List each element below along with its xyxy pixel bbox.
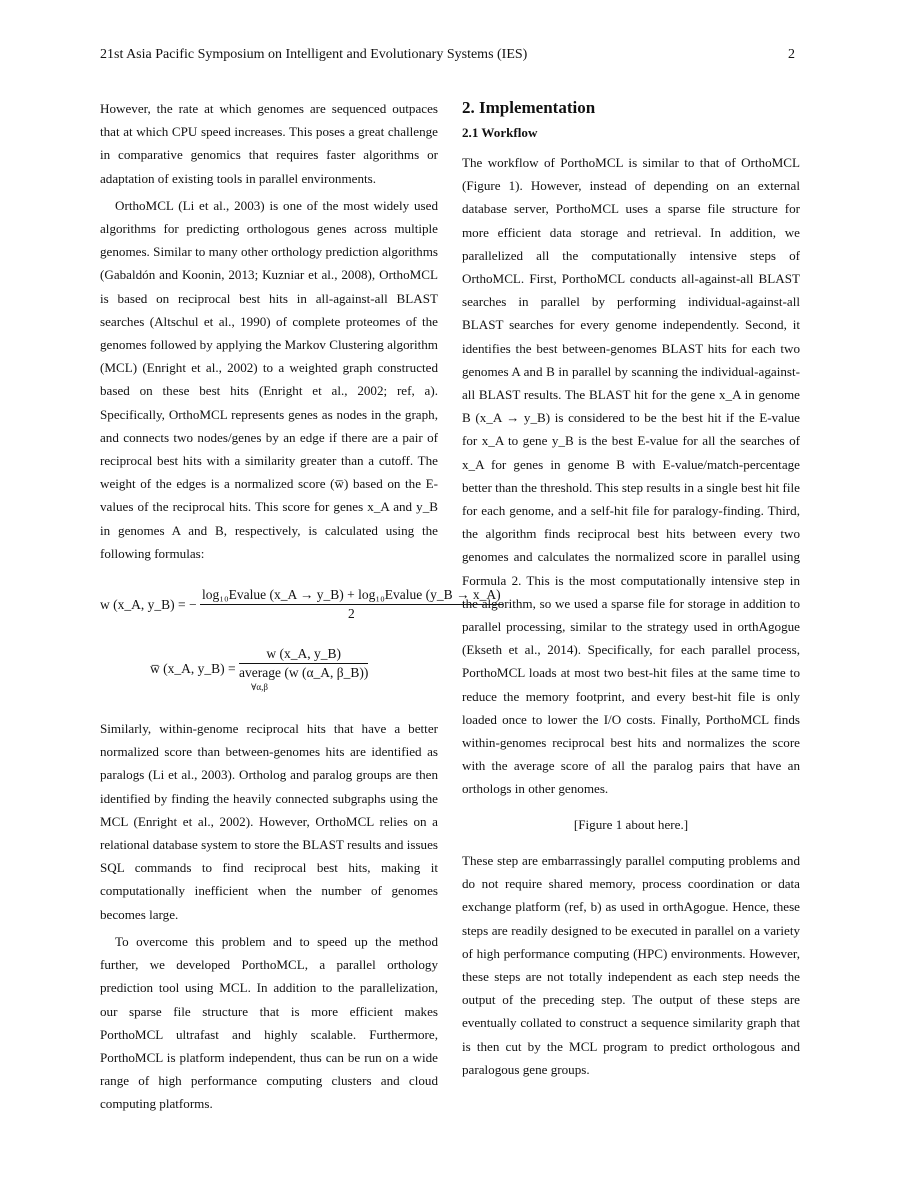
equation-2-lhs: w̅ (x_A, y_B) = [150,660,236,676]
subsection-title: 2.1 Workflow [462,125,538,140]
paragraph: OrthoMCL (Li et al., 2003) is one of the most widely used algorithms for predicting orthologous genes across multiple genomes. Similar to many other orthology prediction algorithms (Gabaldón and Koonin, 2013; Kuzniar et al., 2008), OrthoMCL is based on reciprocal best hits in all-against-all BLAST searches (Altschul et al., 1990) of complete proteomes of the genomes followed by applying the Markov Clustering algorithm (MCL) (Enright et al., 2002) to a weighted graph constructed based on these best hits (Enright et al., 2002; ref, a). Specifically, OrthoMCL represents genes as nodes in the graph, and connects two nodes/genes by an edge if there are a pair of reciprocal best hits with a similarity greater than a cutoff. The weight of the edges is a normalized score (w̅) based on the E-values of the reciprocal hits. This score for genes x_A and y_B in genomes A and B, respectively, is calculated using the following formulas: [100,197,438,561]
page-number: 2 [788,47,795,62]
equation-1-numerator: log₁₀Evalue (x_A → y_B) + log₁₀Evalue (y_B → x_A) [200,586,503,605]
paragraph: The workflow of PorthoMCL is similar to that of OrthoMCL (Figure 1). However, instead of depending on an external database server, PorthoMCL uses a sparse file structure for more efficient data storage and retrieval. In addition, we parallelized all the computationally intensive steps of OrthoMCL. First, PorthoMCL conducts all-against-all BLAST searches in parallel by performing individual-against-all BLAST searches for every genome independently. Second, it identifies the best between-genomes BLAST hits for each two genomes A and B in parallel by scanning the individual-against-all BLAST results. The BLAST hit for the gene x_A in genome B (x_A → y_B) is considered to be the best hit if the E-value for x_A to gene y_B is the best E-value for all the searches of x_A for genes in genome B with E-value/match-percentage better than the threshold. This step results in a single best hit file for each genome, and a self-hit file for paralogy-finding. Third, the algorithm finds reciprocal best hits between every two genomes and calculates the normalized score in parallel using Formula 2. This is the most computationally intensive step in the algorithm, so we used a sparse file for storage in addition to parallel processing, similar to the strategy used in orthAgogue (Ekseth et al., 2014). Specifically, for each parallel process, PorthoMCL loads at most two best-hit files at the same time to reduce the memory footprint, and every best-hit file is only loaded once to lower the I/O costs. Finally, PorthoMCL finds within-genomes reciprocal best hits and normalizes the score with the average score of all the paralog pairs that have an orthologs in other genomes. [462,155,800,797]
equation-2-average: average (w (α_A, β_B)) [238,665,369,680]
section-title: 2. Implementation [462,98,596,117]
equation-2-subscript: ∀α,β [250,682,268,692]
equation-2-fraction [239,645,368,692]
equation-1 [100,586,503,623]
figure-placeholder: [Figure 1 about here.] [573,816,689,832]
equation-2-denominator [239,664,368,692]
right-column [462,97,800,1081]
paragraph: To overcome this problem and to speed up the method further, we developed PorthoMCL, a parallel orthology prediction tool using MCL. In addition to the parallelization, our sparse file structure that is more efficient makes PorthoMCL ultrafast and highly scalable. Furthermore, PorthoMCL is platform independent, thus can be run on a wide range of high performance computing clusters and cloud computing platforms. [100,933,438,1112]
paragraph: However, the rate at which genomes are sequenced outpaces that at which CPU speed increases. This poses a great challenge in comparative genomics that requires faster algorithms or adaptation of existing tools in parallel environments. [100,101,438,186]
equation-2-numerator: w (x_A, y_B) [239,645,368,664]
equation-1-fraction [200,586,503,623]
equation-2 [150,645,368,692]
paragraph: Similarly, within-genome reciprocal hits that have a better normalized score than between-genomes hits are identified as paralogs (Li et al., 2003). Ortholog and paralog groups are then identified by finding the heavily connected subgraphs using the MCL (Enright et al., 2002). However, OrthoMCL relies on a relational database system to store the BLAST results and issues SQL commands to find reciprocal best hits, making it computationally inefficient when the number of genomes becomes large. [100,721,438,922]
equation-1-denominator: 2 [347,606,355,621]
running-header: 21st Asia Pacific Symposium on Intelligent and Evolutionary Systems (IES) [100,47,528,62]
equation-1-lhs: w (x_A, y_B) = − [100,596,197,612]
paragraph: These step are embarrassingly parallel computing problems and do not require shared memory, process coordination or data exchange platform (ref, b) as used in orthAgogue. Hence, these steps are readily designed to be executed in parallel on a variety of high performance computing (HPC) environments. However, these steps are not totally independent as each step needs the output of the preceding step. The output of these steps are eventually collated to construct a sequence similarity graph that is then cut by the MCL program to predict orthologous and paralogous gene groups. [462,852,800,1077]
